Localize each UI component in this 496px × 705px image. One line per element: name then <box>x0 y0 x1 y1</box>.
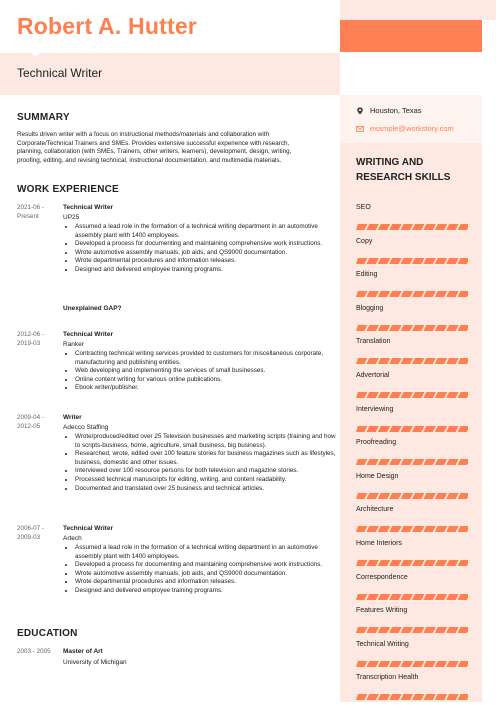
skill-level-segment <box>435 661 447 667</box>
location-text: Houston, Texas <box>370 106 422 115</box>
skill-level-segment <box>401 358 413 364</box>
skill-level-segment <box>446 526 458 532</box>
job-bullet: • Wrote automotive assembly manuals, job aids, and QS9000 documentation. <box>75 249 339 258</box>
skill-level-segment <box>366 358 378 364</box>
skill-name: Editing <box>356 271 378 279</box>
skill-level-segment <box>458 426 468 432</box>
skill-level-segment <box>446 426 458 432</box>
skill-level-segment <box>356 258 367 264</box>
skill-level-segment <box>366 291 378 297</box>
skill-level-bar <box>356 224 468 230</box>
skill-level-segment <box>446 224 458 230</box>
job-bullets <box>63 433 339 493</box>
skill-level-segment <box>356 358 367 364</box>
skill-level-segment <box>366 694 378 700</box>
skill-level-segment <box>412 627 424 633</box>
skill-level-segment <box>458 694 468 700</box>
skill-level-segment <box>458 291 468 297</box>
job-bullet: • Developed a process for documenting and maintaining comprehensive work instructions. <box>75 240 339 249</box>
skill-level-segment <box>412 426 424 432</box>
skill-item <box>356 271 468 302</box>
skill-level-segment <box>378 459 390 465</box>
skill-level-segment <box>356 526 367 532</box>
job-bullet: • Wrote departmental procedures and information releases. <box>75 257 339 266</box>
skill-level-segment <box>412 459 424 465</box>
skill-level-segment <box>446 594 458 600</box>
skill-level-segment <box>389 526 401 532</box>
job-bullet: • Web developing and implementing the services of small businesses. <box>75 367 339 376</box>
skill-level-segment <box>412 560 424 566</box>
job-bullet: • Researched, wrote, edited over 100 feature stories for business magazines such as lifestyles, business, domestic and other issues. <box>75 450 339 467</box>
education-degree: Master of Art <box>63 648 103 655</box>
skill-level-segment <box>401 224 413 230</box>
skill-level-bar <box>356 426 468 432</box>
skill-level-segment <box>378 426 390 432</box>
job-bullet: • Wrote departmental procedures and information releases. <box>75 578 339 587</box>
skill-level-segment <box>423 627 435 633</box>
skill-level-segment <box>412 661 424 667</box>
skill-level-segment <box>401 493 413 499</box>
skill-level-segment <box>458 594 468 600</box>
email-link[interactable]: example@workstory.com <box>370 124 454 133</box>
skill-level-segment <box>423 291 435 297</box>
skill-name: Home Design <box>356 472 399 480</box>
skill-level-segment <box>446 694 458 700</box>
skill-level-segment <box>356 291 367 297</box>
skill-level-segment <box>412 325 424 331</box>
skill-level-segment <box>458 459 468 465</box>
skill-level-segment <box>401 594 413 600</box>
skill-level-segment <box>435 224 447 230</box>
skills-heading-line1: WRITING AND <box>356 157 424 168</box>
skill-level-segment <box>389 594 401 600</box>
skill-item <box>356 372 468 403</box>
job-bullet: • Processed technical manuscripts for editing, writing, and content readability. <box>75 476 339 485</box>
skill-level-bar <box>356 258 468 264</box>
skill-level-segment <box>435 392 447 398</box>
job-dates <box>17 414 57 431</box>
education-school: University of Michigan <box>63 659 127 666</box>
skill-level-segment <box>412 392 424 398</box>
skill-level-segment <box>401 560 413 566</box>
skill-level-segment <box>389 426 401 432</box>
title-notch <box>28 50 42 57</box>
skill-level-segment <box>378 258 390 264</box>
header-accent-band <box>340 0 496 20</box>
skill-level-segment <box>366 661 378 667</box>
skill-item <box>356 574 468 605</box>
job-bullets <box>63 544 339 596</box>
skill-level-segment <box>458 493 468 499</box>
skill-level-segment <box>356 694 367 700</box>
job-dates <box>17 204 57 221</box>
skill-level-segment <box>389 224 401 230</box>
skill-level-segment <box>378 325 390 331</box>
job-company: Artech <box>63 535 82 542</box>
job-date-end: 2009-03 <box>17 533 41 541</box>
skill-level-segment <box>423 526 435 532</box>
skill-level-segment <box>366 560 378 566</box>
skill-level-segment <box>446 358 458 364</box>
skill-level-segment <box>356 392 367 398</box>
skill-item <box>356 338 468 369</box>
job-bullet: • Assumed a lead role in the formation of a technical writing department in an automotive assembly plant with 1400 employees. <box>75 544 339 561</box>
job-company: Adecco Staffing <box>63 424 109 431</box>
summary-line: proofing, editing, and revising technical, instructional documentation, and multimedia materials. <box>17 156 282 164</box>
skill-level-segment <box>458 526 468 532</box>
skill-level-segment <box>378 694 390 700</box>
summary-text <box>17 131 327 165</box>
job-bullet: • Assumed a lead role in the formation of a technical writing department in an automotive assembly plant with 1400 employees. <box>75 223 339 240</box>
skill-level-segment <box>356 493 367 499</box>
skill-level-segment <box>446 459 458 465</box>
skill-level-segment <box>458 325 468 331</box>
skill-level-segment <box>446 560 458 566</box>
job-date-end: Present <box>17 212 39 220</box>
job-bullet: • Online content writing for various online publications. <box>75 376 339 385</box>
skill-level-segment <box>435 526 447 532</box>
skill-level-segment <box>378 224 390 230</box>
skill-level-segment <box>366 426 378 432</box>
skill-level-segment <box>401 459 413 465</box>
skill-level-segment <box>423 426 435 432</box>
skill-name: Transcription Health <box>356 674 419 682</box>
skill-level-segment <box>423 392 435 398</box>
skill-level-segment <box>401 392 413 398</box>
skill-level-bar <box>356 627 468 633</box>
skill-level-segment <box>378 560 390 566</box>
job-role: Writer <box>63 414 82 421</box>
skill-item <box>356 439 468 470</box>
skill-level-segment <box>378 661 390 667</box>
skill-level-segment <box>389 661 401 667</box>
job-bullet: • Ebook writer/publisher. <box>75 384 339 393</box>
skill-level-segment <box>401 325 413 331</box>
skill-level-segment <box>446 627 458 633</box>
contact-email[interactable] <box>356 124 454 133</box>
skill-level-segment <box>401 426 413 432</box>
skill-item <box>356 238 468 269</box>
job-date-start: 2021-06 - <box>17 204 44 211</box>
job-dates <box>17 331 57 348</box>
summary-line: Results driven writer with a focus on instructional methods/materials and collaboration with <box>17 131 269 138</box>
skill-level-segment <box>389 358 401 364</box>
job-company: Ranker <box>63 341 84 348</box>
skill-level-segment <box>412 258 424 264</box>
skill-level-segment <box>423 594 435 600</box>
skill-level-segment <box>401 627 413 633</box>
skill-level-segment <box>446 661 458 667</box>
skill-level-segment <box>435 325 447 331</box>
skill-level-segment <box>435 426 447 432</box>
skill-level-bar <box>356 694 468 700</box>
skill-name: Home Interiors <box>356 540 402 547</box>
skill-name: Features Writing <box>356 607 408 615</box>
job-bullet: • Documented and translated over 25 business and technical articles. <box>75 485 339 494</box>
job-bullet: • Wrote/produced/edited over 25 Television businesses and marketing scripts (training and how to scripts-business, home, agriculture, small business, big business). <box>75 433 339 450</box>
skill-name: Proofreading <box>356 439 397 447</box>
header-accent-block <box>340 20 482 52</box>
skills-heading-line2: RESEARCH SKILLS <box>356 172 451 183</box>
job-bullets <box>63 223 339 275</box>
skill-level-segment <box>458 661 468 667</box>
skill-name: Advertorial <box>356 372 390 379</box>
skill-level-bar <box>356 325 468 331</box>
skill-level-segment <box>458 392 468 398</box>
job-bullet: • Wrote automotive assembly manuals, job aids, and QS9000 documentation. <box>75 570 339 579</box>
job-role: Technical Writer <box>63 331 113 338</box>
skill-level-segment <box>378 627 390 633</box>
skill-name: Translation <box>356 338 391 346</box>
summary-heading: SUMMARY <box>17 112 70 123</box>
skill-level-segment <box>356 459 367 465</box>
skill-level-segment <box>435 560 447 566</box>
skill-level-segment <box>389 627 401 633</box>
job-bullets <box>63 350 339 393</box>
job-bullet: • Designed and delivered employee training programs. <box>75 266 339 275</box>
skill-level-segment <box>423 493 435 499</box>
skill-level-segment <box>401 694 413 700</box>
candidate-name: Robert A. Hutter <box>17 13 197 39</box>
skill-level-segment <box>356 224 367 230</box>
skill-level-segment <box>435 459 447 465</box>
skill-level-segment <box>458 258 468 264</box>
skill-name: Copy <box>356 237 373 245</box>
skill-level-segment <box>423 694 435 700</box>
skill-level-segment <box>401 526 413 532</box>
skill-level-segment <box>446 493 458 499</box>
skill-level-segment <box>378 392 390 398</box>
skill-level-segment <box>458 560 468 566</box>
skill-level-segment <box>412 358 424 364</box>
contact-panel <box>340 95 482 143</box>
skill-item <box>356 641 468 672</box>
skill-level-segment <box>435 291 447 297</box>
skill-item <box>356 540 468 571</box>
job-date-start: 2009-04 - <box>17 414 44 421</box>
job-title: Technical Writer <box>17 66 103 80</box>
skill-level-segment <box>412 694 424 700</box>
skill-level-segment <box>435 493 447 499</box>
skill-level-segment <box>378 358 390 364</box>
skill-level-segment <box>366 258 378 264</box>
skill-level-segment <box>366 526 378 532</box>
skill-level-segment <box>412 526 424 532</box>
skill-level-segment <box>423 258 435 264</box>
skill-name: Technical Writing <box>356 640 409 648</box>
skill-name: Correspondence <box>356 573 408 581</box>
skill-level-segment <box>423 358 435 364</box>
skill-level-segment <box>435 594 447 600</box>
skill-level-segment <box>389 392 401 398</box>
skill-level-segment <box>458 627 468 633</box>
skill-level-segment <box>378 291 390 297</box>
skill-level-segment <box>423 560 435 566</box>
skill-level-segment <box>458 224 468 230</box>
education-heading: EDUCATION <box>17 628 78 639</box>
job-bullet: • Developed a process for documenting and maintaining comprehensive work instructions. <box>75 561 339 570</box>
skill-level-segment <box>446 392 458 398</box>
skill-level-segment <box>356 560 367 566</box>
skill-level-segment <box>389 459 401 465</box>
skill-level-bar <box>356 560 468 566</box>
skill-item <box>356 506 468 537</box>
skill-level-segment <box>389 325 401 331</box>
skill-level-segment <box>366 493 378 499</box>
skill-level-bar <box>356 594 468 600</box>
skill-level-segment <box>366 224 378 230</box>
skill-level-segment <box>435 358 447 364</box>
skill-level-segment <box>401 661 413 667</box>
skill-level-segment <box>412 493 424 499</box>
skill-level-segment <box>378 493 390 499</box>
contact-location <box>356 106 422 115</box>
skill-level-segment <box>446 258 458 264</box>
skill-level-segment <box>423 661 435 667</box>
skill-level-segment <box>378 526 390 532</box>
skill-level-segment <box>423 224 435 230</box>
skill-level-bar <box>356 493 468 499</box>
summary-line: planning, collaboration (with SMEs, Trainers, other writers, learners), development, design, writing, <box>17 148 292 156</box>
job-date-end: 2012-05 <box>17 422 41 430</box>
skill-level-segment <box>435 694 447 700</box>
skill-level-segment <box>435 627 447 633</box>
skill-level-segment <box>356 661 367 667</box>
skill-level-bar <box>356 526 468 532</box>
skill-level-segment <box>366 325 378 331</box>
skill-level-segment <box>389 560 401 566</box>
experience-heading: WORK EXPERIENCE <box>17 184 119 195</box>
skill-item <box>356 305 468 336</box>
skill-level-segment <box>401 291 413 297</box>
skill-level-bar <box>356 459 468 465</box>
skill-level-segment <box>366 392 378 398</box>
skill-level-segment <box>423 325 435 331</box>
skill-level-segment <box>446 325 458 331</box>
skill-level-segment <box>378 594 390 600</box>
skill-level-segment <box>356 627 367 633</box>
job-date-start: 2012-06 - <box>17 331 44 338</box>
job-bullet: • Contracting technical writing services provided to customers for miscellaneous corporate, manufacturing and publishing entities. <box>75 350 339 367</box>
skill-item <box>356 607 468 638</box>
skill-level-segment <box>389 694 401 700</box>
skill-name: SEO <box>356 204 371 211</box>
skill-level-segment <box>356 325 367 331</box>
summary-line: Corporate/Technical Trainers and SMEs. Provides extensive successful experience with research, <box>17 139 290 147</box>
skill-name: Blogging <box>356 304 384 312</box>
skill-level-segment <box>401 258 413 264</box>
skills-heading <box>356 155 476 185</box>
skill-level-segment <box>356 594 367 600</box>
job-date-start: 2006-07 - <box>17 525 44 532</box>
skill-item <box>356 406 468 437</box>
skill-level-segment <box>412 224 424 230</box>
job-company: UP25 <box>63 214 80 221</box>
skill-name: Architecture <box>356 506 394 514</box>
skill-level-bar <box>356 392 468 398</box>
skill-level-bar <box>356 661 468 667</box>
job-date-end: 2019-03 <box>17 339 41 347</box>
job-dates <box>17 525 57 542</box>
job-bullet: • Designed and delivered employee training programs. <box>75 587 339 596</box>
skill-level-bar <box>356 358 468 364</box>
map-pin-icon <box>356 107 364 115</box>
gap-note: Unexplained GAP? <box>63 305 122 312</box>
skill-level-segment <box>366 627 378 633</box>
skill-level-segment <box>446 291 458 297</box>
skill-level-segment <box>412 594 424 600</box>
job-role: Technical Writer <box>63 204 113 211</box>
skill-level-segment <box>366 459 378 465</box>
skill-level-segment <box>412 291 424 297</box>
envelope-icon <box>356 125 364 133</box>
skill-item <box>356 204 468 235</box>
skill-level-segment <box>356 426 367 432</box>
skill-name: Interviewing <box>356 405 394 413</box>
skill-item <box>356 473 468 504</box>
job-role: Technical Writer <box>63 525 113 532</box>
skill-level-segment <box>435 258 447 264</box>
skill-item <box>356 674 468 705</box>
skill-level-segment <box>458 358 468 364</box>
skill-level-segment <box>389 493 401 499</box>
skill-level-segment <box>366 594 378 600</box>
skill-level-segment <box>423 459 435 465</box>
skill-level-segment <box>389 291 401 297</box>
education-dates: 2003 - 2005 <box>17 648 51 655</box>
skill-level-bar <box>356 291 468 297</box>
job-bullet: • Interviewed over 100 resource persons for both television and magazine stories. <box>75 467 339 476</box>
skill-level-segment <box>389 258 401 264</box>
